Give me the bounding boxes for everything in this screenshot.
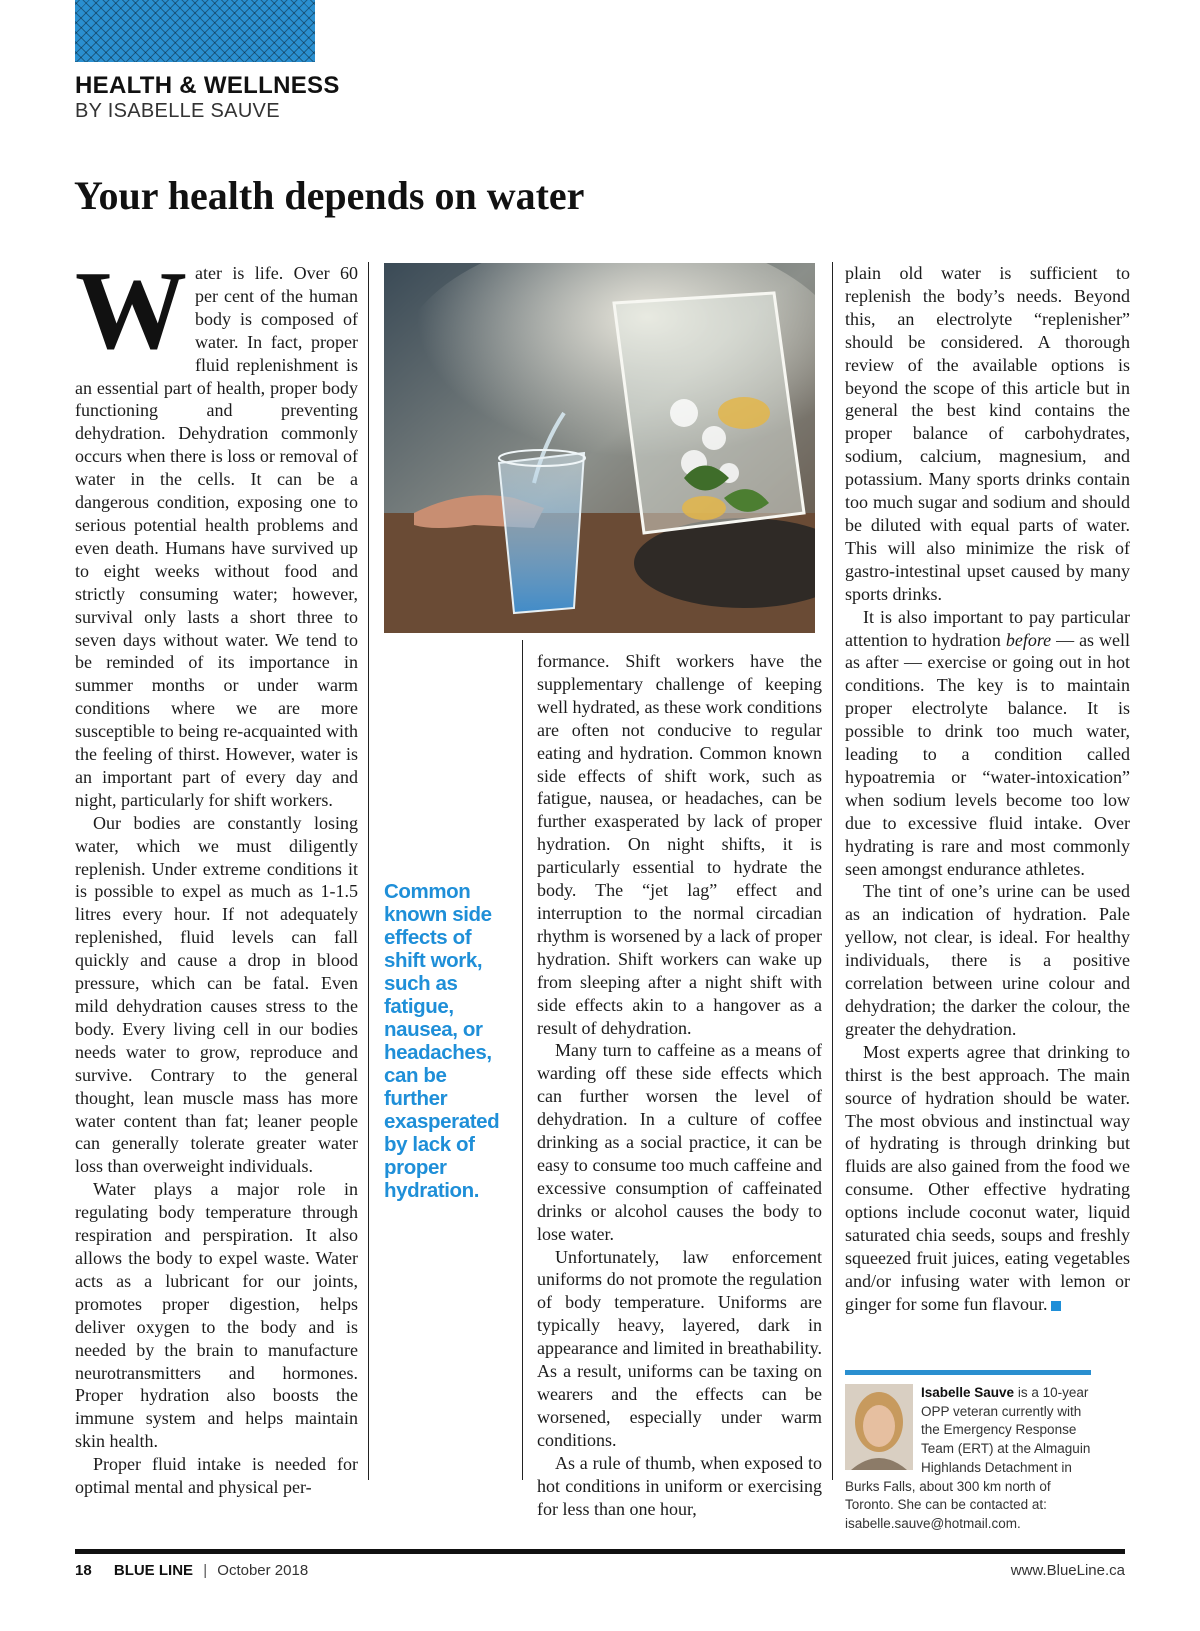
paragraph [75, 249, 358, 812]
section-color-tab [75, 0, 315, 62]
pull-quote: Common known side effects of shift work, such as fatigue, nausea, or headaches, can be further exasperated by lack of proper hydration. [384, 880, 500, 1202]
paragraph [845, 606, 1130, 881]
paragraph: Our bodies are constantly losing water, which we must diligently replenish. Under extreme conditions it is possible to expel as much as 1-1.5 litres every hour. If not adequately replenished, fluid levels can fall quickly and cause a drop in blood pressure, which can be fatal. Even mild dehydration causes stress to the body. Every living cell in our bodies needs water to grow, reproduce and survive. Contrary to the general thought, lean muscle mass has more water content than fat; leaner people can generally tolerate greater water loss than overweight individuals. [75, 812, 358, 1177]
headline: Your health depends on water [74, 173, 585, 218]
paragraph: As a rule of thumb, when exposed to hot conditions in uniform or exercising for less than one hour, [537, 1452, 822, 1519]
paragraph: formance. Shift workers have the supplementary challenge of keeping well hydrated, as these work conditions are often not conducive to regular eating and hydration. Common known side effects of shift work, such as fatigue, nausea, or headaches, can be further exasperated by lack of proper hydration. On night shifts, it is particularly essential to hydrate the body. The “jet lag” effect and interruption to the normal circadian rhythm is worsened by a lack of proper hydration. Shift workers can wake up from sleeping after a night shift with side effects akin to a hangover as a result of dehydration. [537, 651, 822, 1038]
paragraph-text: Most experts agree that drinking to thirst is the best approach. The main source of hydration should be water. The most obvious and instinctual way of hydrating is through drinking but fluids are also gained from the food we consume. Other effective hydrating options include coconut water, liquid saturated chia seeds, soups and freshly squeezed fruit juices, eating vegetables and/or infusing water with lemon or ginger for some fun flavour. [845, 1041, 1130, 1314]
water-pitcher-photo [384, 263, 815, 633]
paragraph: Proper fluid intake is needed for optimal mental and physical per- [75, 1454, 358, 1498]
author-name: Isabelle Sauve [921, 1385, 1015, 1400]
website-url: www.BlueLine.ca [1010, 1562, 1125, 1579]
section-header [75, 72, 340, 123]
author-photo [845, 1384, 913, 1470]
paragraph: The tint of one’s urine can be used as an indication of hydration. Pale yellow, not clear, is ideal. For healthy individuals, there is a positive correlation between urine colour and dehydration; the darker the colour, the greater the dehydration. [845, 881, 1130, 1039]
section-kicker: HEALTH & WELLNESS [75, 72, 340, 99]
paragraph: Many turn to caffeine as a means of warding off these side effects which can further worsen the level of dehydration. In a culture of coffee drinking as a social practice, it can be easy to consume too much caffeine and excessive consumption of caffeinated drinks or alcohol causes the body to lose water. [537, 1040, 822, 1244]
end-of-article-mark [1051, 1301, 1061, 1311]
paragraph-text: ater is life. Over 60 per cent of the human body is composed of water. In fact, proper fluid replenishment is an essential part of health, proper body functioning and preventing dehydration. Dehydration commonly occurs when there is loss or removal of water in the cells. It can be a dangerous condition, exposing one to serious potential health problems and even death. Humans have survived up to eight weeks without food and strictly consuming water; however, survival only lasts a short three to seven days without water. We tend to be reminded of its importance in summer months or under warm conditions where we are more susceptible to being re-acquainted with the feeling of thirst. However, water is an important part of every day and night, particularly for shift workers. [75, 263, 358, 810]
byline: BY ISABELLE SAUVE [75, 100, 280, 122]
drop-cap: W [75, 249, 187, 373]
footer-rule [75, 1549, 1125, 1554]
paragraph-text: — as well as after — exercise or going out in hot conditions. The key is to maintain proper electrolyte balance. It is possible to drink too much water, leading to a condition called hypoatremia or “water-intoxication” when sodium levels become too low due to excessive fluid intake. Over hydrating is rare and most commonly seen amongst endurance athletes. [845, 629, 1130, 879]
page-number: 18 [75, 1562, 92, 1579]
column-divider [522, 640, 523, 1480]
paragraph: Unfortunately, law enforcement uniforms do not promote the regulation of body temperature. Uniforms are typically heavy, layered, dark in appearance and limited in breathability. As a result, uniforms can be taxing on wearers and the effects can be worsened, especially under warm conditions. [537, 1246, 822, 1450]
author-portrait [845, 1384, 913, 1470]
paragraph: Water plays a major role in regulating body temperature through respiration and perspiration. It also allows the body to expel waste. Water acts as a lubricant for our joints, promotes proper digestion, helps deliver oxygen to the body and is needed by the brain to manufacture neurotransmitters and hormones. Proper hydration also boosts the immune system and helps maintain skin health. [75, 1179, 358, 1452]
paragraph-text: It is also important to pay particular attention to hydration [845, 606, 1130, 650]
article-column-4 [845, 262, 1130, 1316]
emphasis: before [1005, 629, 1052, 650]
bio-accent-bar [845, 1370, 1091, 1375]
column-divider [832, 262, 833, 1480]
column-divider [368, 262, 369, 1480]
article-column-1 [75, 249, 358, 1499]
issue-date: October 2018 [217, 1562, 309, 1579]
article-photo [384, 263, 815, 633]
magazine-name: BLUE LINE [113, 1562, 194, 1579]
article-column-3 [537, 650, 822, 1520]
author-bio [845, 1384, 1091, 1534]
page-footer [75, 1562, 1125, 1579]
bio-text: is a 10-year OPP veteran currently with the Emergency Response Team (ERT) at the Almaguin Highlands Detachment in Burks Falls, about 300 km north of Toronto. She can be contacted at: isabelle.sauve@hotmail.com. [845, 1385, 1091, 1531]
paragraph [845, 1041, 1130, 1316]
paragraph: plain old water is sufficient to replenish the body’s needs. Beyond this, an electrolyte “replenisher” should be considered. A thorough review of the available options is beyond the scope of this article but in general the best kind contains the proper balance of carbohydrates, sodium, calcium, magnesium, and potassium. Many sports drinks contain too much sugar and sodium and should be diluted with equal parts of water. This will also minimize the risk of gastro-intestinal upset caused by many sports drinks. [845, 263, 1130, 604]
footer-separator: | [203, 1562, 208, 1579]
